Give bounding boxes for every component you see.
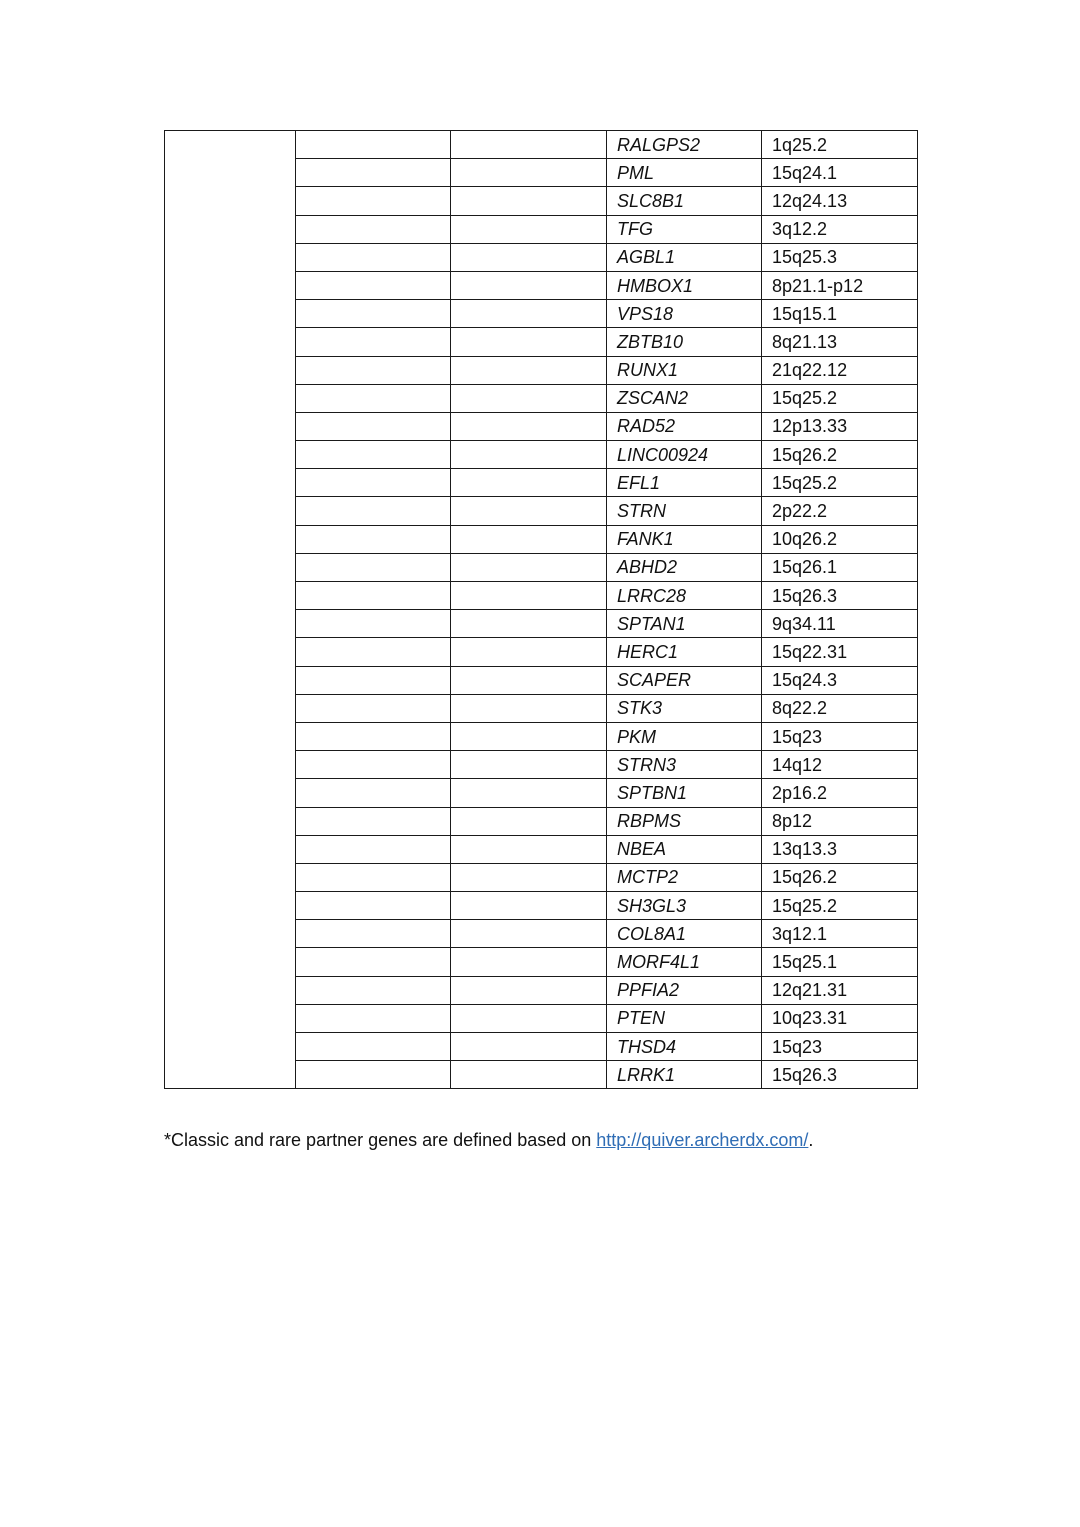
gene-name-cell: PTEN: [607, 1004, 762, 1032]
empty-cell: [451, 300, 607, 328]
chromosome-locus-cell: 3q12.2: [762, 215, 918, 243]
chromosome-locus-cell: 12q24.13: [762, 187, 918, 215]
gene-name-cell: EFL1: [607, 469, 762, 497]
empty-cell: [451, 384, 607, 412]
chromosome-locus-cell: 15q26.1: [762, 553, 918, 581]
empty-cell: [296, 159, 451, 187]
empty-cell: [296, 187, 451, 215]
chromosome-locus-cell: 10q26.2: [762, 525, 918, 553]
empty-cell: [296, 779, 451, 807]
chromosome-locus-cell: 15q23: [762, 1033, 918, 1061]
empty-cell: [451, 666, 607, 694]
empty-cell: [451, 948, 607, 976]
gene-name-cell: HERC1: [607, 638, 762, 666]
gene-name-cell: SLC8B1: [607, 187, 762, 215]
gene-name-cell: COL8A1: [607, 920, 762, 948]
empty-cell: [296, 694, 451, 722]
empty-cell: [296, 271, 451, 299]
chromosome-locus-cell: 9q34.11: [762, 610, 918, 638]
chromosome-locus-cell: 15q24.3: [762, 666, 918, 694]
chromosome-locus-cell: 10q23.31: [762, 1004, 918, 1032]
empty-cell: [296, 497, 451, 525]
chromosome-locus-cell: 21q22.12: [762, 356, 918, 384]
chromosome-locus-cell: 15q26.3: [762, 582, 918, 610]
gene-name-cell: LRRC28: [607, 582, 762, 610]
empty-cell: [451, 1004, 607, 1032]
gene-name-cell: STRN3: [607, 751, 762, 779]
empty-cell: [296, 469, 451, 497]
chromosome-locus-cell: 15q25.2: [762, 892, 918, 920]
gene-name-cell: SH3GL3: [607, 892, 762, 920]
chromosome-locus-cell: 8q22.2: [762, 694, 918, 722]
gene-name-cell: LRRK1: [607, 1061, 762, 1089]
gene-name-cell: RUNX1: [607, 356, 762, 384]
gene-name-cell: RALGPS2: [607, 131, 762, 159]
empty-cell: [451, 779, 607, 807]
empty-cell: [451, 722, 607, 750]
empty-cell: [451, 356, 607, 384]
chromosome-locus-cell: 14q12: [762, 751, 918, 779]
empty-cell: [296, 863, 451, 891]
chromosome-locus-cell: 3q12.1: [762, 920, 918, 948]
empty-cell: [296, 441, 451, 469]
empty-cell: [296, 1033, 451, 1061]
empty-cell: [296, 1061, 451, 1089]
empty-cell: [296, 638, 451, 666]
empty-cell: [296, 356, 451, 384]
gene-name-cell: TFG: [607, 215, 762, 243]
chromosome-locus-cell: 15q26.3: [762, 1061, 918, 1089]
gene-name-cell: SPTBN1: [607, 779, 762, 807]
empty-cell: [451, 131, 607, 159]
empty-cell: [296, 835, 451, 863]
gene-name-cell: MORF4L1: [607, 948, 762, 976]
gene-name-cell: NBEA: [607, 835, 762, 863]
empty-cell: [451, 610, 607, 638]
chromosome-locus-cell: 15q26.2: [762, 441, 918, 469]
empty-cell: [296, 751, 451, 779]
empty-cell: [451, 553, 607, 581]
chromosome-locus-cell: 15q23: [762, 722, 918, 750]
empty-cell: [451, 751, 607, 779]
gene-name-cell: AGBL1: [607, 243, 762, 271]
chromosome-locus-cell: 13q13.3: [762, 835, 918, 863]
gene-name-cell: ZBTB10: [607, 328, 762, 356]
gene-name-cell: SPTAN1: [607, 610, 762, 638]
empty-cell: [451, 271, 607, 299]
empty-cell: [451, 412, 607, 440]
footnote-suffix: .: [808, 1130, 814, 1150]
empty-cell: [451, 187, 607, 215]
empty-cell: [296, 328, 451, 356]
gene-partner-table: [164, 130, 918, 1089]
empty-cell: [451, 976, 607, 1004]
empty-cell: [451, 638, 607, 666]
empty-cell: [451, 863, 607, 891]
empty-cell: [451, 1033, 607, 1061]
chromosome-locus-cell: 15q25.2: [762, 384, 918, 412]
gene-name-cell: VPS18: [607, 300, 762, 328]
empty-cell: [296, 131, 451, 159]
gene-name-cell: FANK1: [607, 525, 762, 553]
gene-name-cell: LINC00924: [607, 441, 762, 469]
empty-cell: [296, 722, 451, 750]
chromosome-locus-cell: 12q21.31: [762, 976, 918, 1004]
empty-cell: [296, 948, 451, 976]
empty-cell: [296, 610, 451, 638]
gene-name-cell: PPFIA2: [607, 976, 762, 1004]
gene-name-cell: RAD52: [607, 412, 762, 440]
gene-table-body: [165, 131, 918, 1089]
chromosome-locus-cell: 15q25.1: [762, 948, 918, 976]
chromosome-locus-cell: 1q25.2: [762, 131, 918, 159]
chromosome-locus-cell: 15q25.2: [762, 469, 918, 497]
empty-cell: [296, 920, 451, 948]
chromosome-locus-cell: 2p22.2: [762, 497, 918, 525]
empty-cell: [451, 497, 607, 525]
empty-cell: [296, 300, 451, 328]
chromosome-locus-cell: 12p13.33: [762, 412, 918, 440]
empty-cell: [451, 215, 607, 243]
gene-name-cell: STK3: [607, 694, 762, 722]
quiver-link[interactable]: http://quiver.archerdx.com/: [596, 1130, 809, 1150]
gene-name-cell: MCTP2: [607, 863, 762, 891]
chromosome-locus-cell: 2p16.2: [762, 779, 918, 807]
gene-name-cell: PML: [607, 159, 762, 187]
chromosome-locus-cell: 8q21.13: [762, 328, 918, 356]
gene-name-cell: PKM: [607, 722, 762, 750]
empty-cell: [451, 694, 607, 722]
empty-cell: [296, 976, 451, 1004]
empty-cell: [451, 582, 607, 610]
empty-cell: [451, 1061, 607, 1089]
table-row: [165, 131, 918, 159]
empty-cell: [451, 835, 607, 863]
gene-name-cell: RBPMS: [607, 807, 762, 835]
empty-cell: [296, 412, 451, 440]
chromosome-locus-cell: 8p12: [762, 807, 918, 835]
empty-cell: [451, 892, 607, 920]
empty-cell: [296, 243, 451, 271]
empty-cell: [296, 582, 451, 610]
merged-category-cell: [165, 131, 296, 1089]
footnote-text: *Classic and rare partner genes are defined based on: [164, 1130, 597, 1150]
empty-cell: [451, 159, 607, 187]
empty-cell: [451, 328, 607, 356]
empty-cell: [296, 384, 451, 412]
gene-name-cell: HMBOX1: [607, 271, 762, 299]
empty-cell: [451, 243, 607, 271]
empty-cell: [451, 469, 607, 497]
empty-cell: [451, 441, 607, 469]
empty-cell: [296, 892, 451, 920]
empty-cell: [296, 1004, 451, 1032]
empty-cell: [296, 666, 451, 694]
gene-name-cell: SCAPER: [607, 666, 762, 694]
empty-cell: [296, 215, 451, 243]
empty-cell: [451, 807, 607, 835]
chromosome-locus-cell: 15q26.2: [762, 863, 918, 891]
gene-name-cell: ABHD2: [607, 553, 762, 581]
gene-name-cell: STRN: [607, 497, 762, 525]
empty-cell: [296, 525, 451, 553]
empty-cell: [296, 807, 451, 835]
empty-cell: [296, 553, 451, 581]
chromosome-locus-cell: 15q15.1: [762, 300, 918, 328]
chromosome-locus-cell: 8p21.1-p12: [762, 271, 918, 299]
chromosome-locus-cell: 15q24.1: [762, 159, 918, 187]
empty-cell: [451, 920, 607, 948]
chromosome-locus-cell: 15q25.3: [762, 243, 918, 271]
gene-name-cell: ZSCAN2: [607, 384, 762, 412]
gene-name-cell: THSD4: [607, 1033, 762, 1061]
footnote: [164, 1129, 813, 1151]
empty-cell: [451, 525, 607, 553]
chromosome-locus-cell: 15q22.31: [762, 638, 918, 666]
